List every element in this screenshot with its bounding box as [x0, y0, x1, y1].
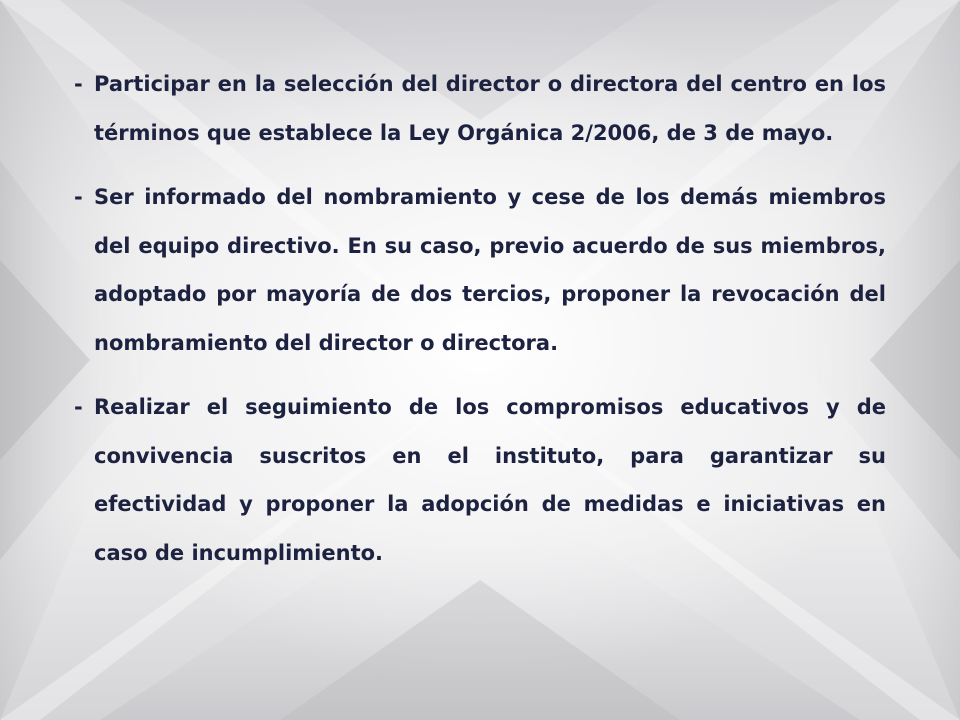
dash-bullet-icon: - [74, 395, 83, 419]
dash-bullet-icon: - [74, 72, 83, 96]
bullet-item-3 [74, 383, 886, 577]
bullet-item-1 [74, 60, 886, 157]
bullet-text: Ser informado del nombramiento y cese de los demás miembros del equipo directivo. En su caso, previo acuerdo de sus miembros, adoptado por mayoría de dos tercios, proponer la revocación del nombramiento del director o directora. [94, 185, 886, 355]
bullet-text: Participar en la selección del director o directora del centro en los términos que establece la Ley Orgánica 2/2006, de 3 de mayo. [94, 72, 886, 145]
dash-bullet-icon: - [74, 185, 83, 209]
bullet-list [74, 60, 886, 593]
bullet-text: Realizar el seguimiento de los compromisos educativos y de convivencia suscritos en el instituto, para garantizar su efectividad y proponer la adopción de medidas e iniciativas en caso de incumplimiento. [94, 395, 886, 565]
bullet-item-2 [74, 173, 886, 367]
